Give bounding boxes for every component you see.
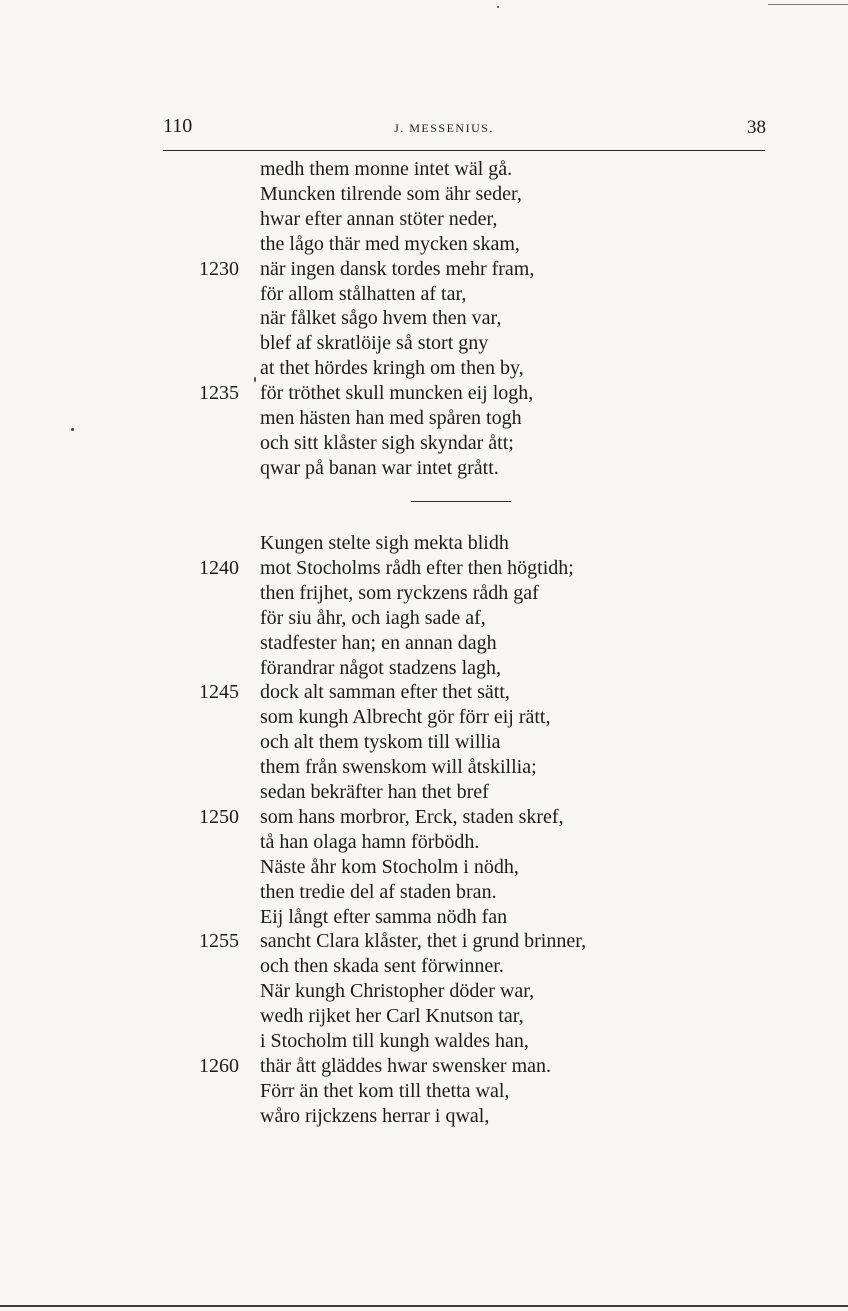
verse-line [0,680,848,705]
verse-line [0,456,848,481]
line-number: 1255 [199,930,239,953]
verse-text: at thet hördes kringh om then by, [260,357,524,380]
verse-text: när fålket sågo hvem then var, [260,307,502,330]
verse-text: Förr än thet kom till thetta wal, [260,1079,510,1102]
verse-text: tå han olaga hamn förbödh. [260,830,480,853]
verse-text: i Stocholm till kungh waldes han, [260,1030,529,1052]
verse-text: när ingen dansk tordes mehr fram, [260,257,535,280]
verse-line [0,581,848,606]
verse-text: sancht Clara klåster, thet i grund brinner, [260,930,587,953]
verse-line [0,631,848,656]
verse-line [0,207,848,232]
verse-text: När kungh Christopher döder war, [260,980,535,1003]
verse-line [0,257,848,282]
verse-line [0,531,848,556]
verse-line [0,356,848,381]
verse-text: för tröthet skull muncken eij logh, [260,382,534,405]
verse-text: then tredie del af staden bran. [260,880,497,903]
verse-text: Eij långt efter samma nödh fan [260,905,508,928]
verse-line [0,705,848,730]
verse-text: Muncken tilrende som ähr seder, [260,182,522,205]
line-number: 1230 [199,257,239,280]
verse-line [0,755,848,780]
verse-text: hwar efter annan stöter neder, [260,207,498,230]
verse-line [0,606,848,631]
line-number: 1240 [199,556,239,579]
bottom-edge-line [0,1305,848,1307]
verse-line [0,1054,848,1079]
verse-text: them från swenskom will åtskillia; [260,756,537,779]
verse-text: men hästen han med spåren togh [260,407,522,429]
verse-line [0,556,848,581]
verse-text: förandrar något stadzens lagh, [260,656,502,679]
verse-line [0,282,848,307]
verse-text: som hans morbror, Erck, staden skref, [260,805,564,828]
verse-line [0,182,848,207]
verse-text: stadfester han; en annan dagh [260,631,497,654]
verse-line [0,805,848,830]
verse-text: för allom stålhatten af tar, [260,282,467,305]
header-rule [163,150,765,151]
verse-line [0,331,848,356]
line-number: 1260 [199,1054,239,1077]
page-number: 110 [163,115,193,137]
verse-text: som kungh Albrecht gör förr eij rätt, [260,706,551,729]
verse-line [0,905,848,930]
verse-line [0,730,848,755]
scan-speck [254,377,256,382]
verse-text: mot Stocholms rådh efter then högtidh; [260,556,574,579]
verse-line [0,1029,848,1054]
verse-line [0,1104,848,1129]
section-divider [411,501,511,502]
verse-text: qwar på banan war intet grått. [260,456,499,479]
verse-line [0,929,848,954]
verse-line [0,954,848,979]
verse-line [0,232,848,257]
line-number: 1245 [199,681,239,704]
verse-text: blef af skratlöije så stort gny [260,332,489,355]
sheet-number: 38 [747,117,766,138]
top-edge-line [768,4,848,5]
verse-text: then frijhet, som ryckzens rådh gaf [260,581,539,604]
verse-line [0,780,848,805]
verse-text: Näste åhr kom Stocholm i nödh, [260,855,519,878]
verse-line [0,855,848,880]
line-number: 1235 [199,382,239,405]
verse-text: wedh rijket her Carl Knutson tar, [260,1005,524,1028]
verse-text: medh them monne intet wäl gå. [260,158,513,180]
verse-text: dock alt samman efter thet sätt, [260,681,510,704]
verse-text: the lågo thär med mycken skam, [260,232,520,255]
verse-text: och then skada sent förwinner. [260,955,504,978]
verse-line [0,1004,848,1029]
verse-line [0,830,848,855]
verse-line [0,306,848,331]
verse-text: och sitt klåster sigh skyndar ått; [260,431,514,454]
verse-line [0,656,848,681]
verse-text: Kungen stelte sigh mekta blidh [260,532,509,554]
verse-line [0,880,848,905]
verse-line [0,157,848,182]
running-head: J. MESSENIUS. [394,121,494,135]
verse-text: och alt them tyskom till willia [260,731,501,754]
scan-speck [71,428,74,431]
verse-text: thär ått gläddes hwar swensker man. [260,1054,552,1077]
verse-text: sedan bekräfter han thet bref [260,781,489,803]
verse-line [0,1079,848,1104]
verse-line [0,979,848,1004]
line-number: 1250 [199,805,239,828]
scan-speck [497,6,499,8]
verse-text: wåro rijckzens herrar i qwal, [260,1104,490,1127]
verse-line [0,381,848,406]
verse-text: för siu åhr, och iagh sade af, [260,606,486,629]
verse-line [0,406,848,431]
verse-line [0,431,848,456]
